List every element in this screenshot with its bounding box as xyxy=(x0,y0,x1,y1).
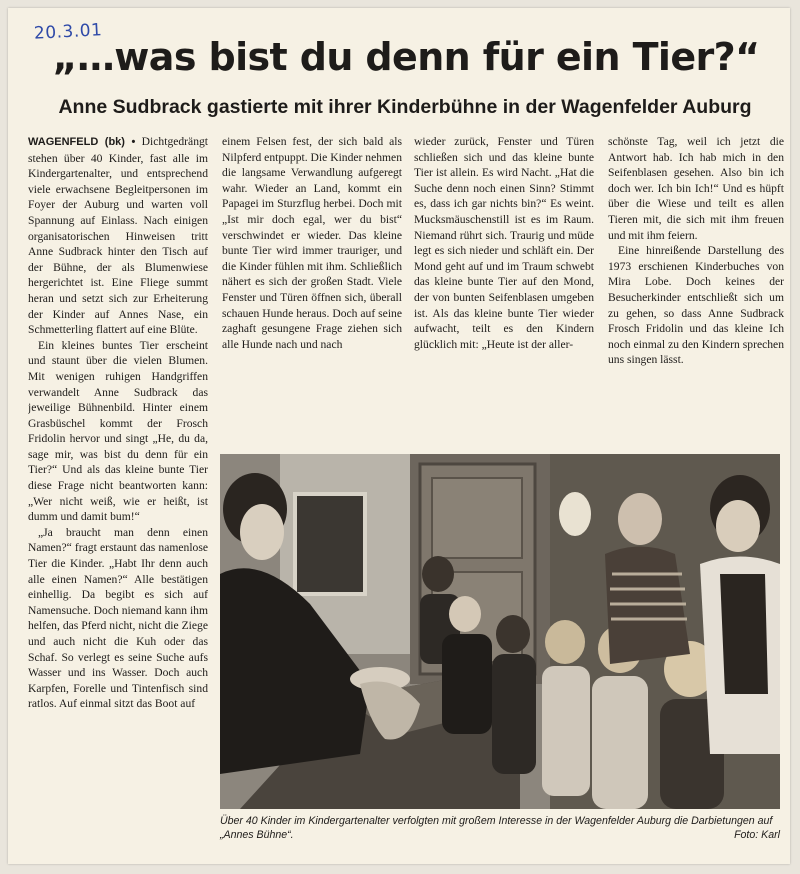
article-paragraph: „Ja braucht man denn einen Namen?“ fragt erstaunt das namenlose Tier die Kinder. „Habt Ihr denn auch alle einen Namen?“ Alle bestätigen einhellig. Da begibt es sich auf Namensuche. Doch niemand kann ihm helfen, das Pferd nicht, nicht die Ziege und auch nicht die Kuh oder das Schaf. So verlegt es seine Suche aufs Wasser und ins Wasser. Doch auch Karpfen, Forelle und Tintenfisch sind ratlos. Auf einmal sitzt das Boot auf xyxy=(28,525,208,711)
photo-caption xyxy=(220,814,780,842)
article-paragraph: Eine hinreißende Darstellung des 1973 erschienen Kinderbuches von Mira Lobe. Doch keines der Besucherkinder entschließt sich um zu gehen, so dass Anne Sudbrack Frosch Fridolin und das kleine Ich noch einmal zu den Kindern sprechen uns singen lässt. xyxy=(608,244,784,367)
article-paragraph: WAGENFELD (bk) • Dichtgedrängt stehen über 40 Kinder, fast alle im Kindergartenalter, und entsprechend viele erwachsene Begleitpersonen im Foyer der Auburg und warten voll Spannung auf Einlass. Nach einigen organisatorischen Hinweisen tritt Anne Sudbrack hinter den Tisch auf der Bühne, der als Blumenwiese hergerichtet ist. Eine Fliege summt heran und setzt sich zur Erheiterung der Kinder auf Annes Nase, ein Schmetterling flattert auf eine Blüte. xyxy=(28,135,208,337)
article-paragraph: Ein kleines buntes Tier erscheint und staunt über die vielen Blumen. Mit wenigen ruhigen Handgriffen verwandelt Anne Sudbrack das jeweilige Bühnenbild. Hinter einem Grasbüschel kommt der Frosch Fridolin hervor und singt „He, du da, sage mir, was bist du denn für ein Tier?“ Und als das kleine bunte Tier diese Frage nicht beantworten kann: „Wer nicht weiß, wie er heißt, ist dumm und damit bum!“ xyxy=(28,338,208,524)
handwritten-date: 20.3.01 xyxy=(33,20,103,44)
article-paragraph: einem Felsen fest, der sich bald als Nilpferd entpuppt. Die Kinder nehmen die langsame Verwandlung aufgeregt wahr. Wieder an Land, kommt ein Papagei im Sturzflug herbei. Doch mit „Ist mir doch egal, wer du bist“ verschwindet er wieder. Das kleine bunte Tier wird immer trauriger, und die Kinder fühlen mit ihm. Schließlich nähert es sich der großen Stadt. Viele Fenster und Türen öffnen sich, überall schauen Hunde heraus. Doch auf seine zaghaft gesungene Frage ziehen sich alle Hunde nach und nach xyxy=(222,135,402,351)
article-column-1 xyxy=(28,134,208,858)
article-column-3 xyxy=(414,134,594,444)
photo-credit: Foto: Karl xyxy=(734,829,780,841)
photo-puppet-show-scene xyxy=(220,454,780,809)
article-photo xyxy=(220,454,780,809)
subheadline: Anne Sudbrack gastierte mit ihrer Kinderbühne in der Wagenfelder Auburg xyxy=(58,96,752,118)
article-paragraph: wieder zurück, Fenster und Türen schließen sich und das kleine bunte Tier ist allein. Es wird Nacht. „Hat die Suche denn noch einen Sinn? Stimmt es, dass ich gar nichts bin?“ Es weint. Mucksmäuschenstill ist es im Raum. Niemand rührt sich. Traurig und müde legt es sich nieder und schläft ein. Der Mond geht auf und im Traum schwebt das kleine bunte Tier auf den Mond, der von bunten Seifenblasen umgeben ist. Als das kleine bunte Tier wieder aufwacht, teilt es den Kindern glücklich mit: „Heute ist der aller- xyxy=(414,135,594,351)
article-column-2 xyxy=(222,134,402,444)
caption-text: Über 40 Kinder im Kindergartenalter verfolgten mit großem Interesse in der Wagenfelder Auburg die Darbietungen auf „Annes Bühne“. xyxy=(220,815,773,841)
headline: „…was bist du denn für ein Tier?“ xyxy=(52,35,760,79)
article-paragraph: schönste Tag, weil ich jetzt die Antwort hab. Ich hab mich in den Seifenblasen gesehen. Also bin ich doch wer. Ich bin Ich!“ Und es hüpft über die Wiese und teilt es allen Tieren mit, die sich mit ihm freuen und mit ihm feiern. xyxy=(608,135,784,242)
dateline: WAGENFELD (bk) • xyxy=(28,136,136,148)
article-column-4 xyxy=(608,134,784,444)
